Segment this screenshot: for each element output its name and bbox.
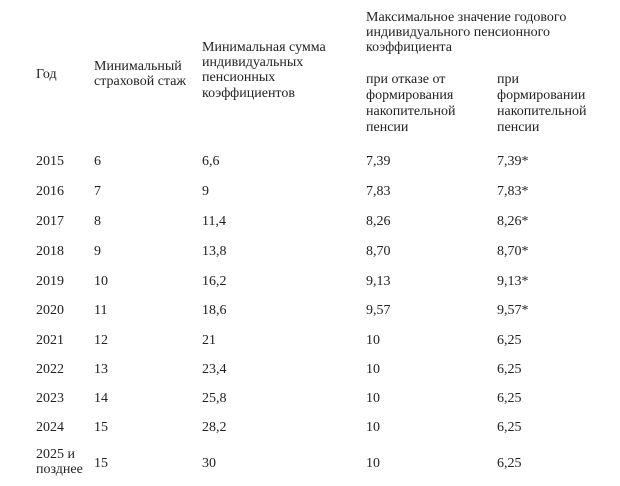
cell-stazh: 7 bbox=[94, 184, 101, 199]
cell-max-forming: 6,25 bbox=[497, 333, 522, 348]
header-forming-line1: при bbox=[497, 72, 519, 87]
cell-stazh: 9 bbox=[94, 244, 101, 259]
header-year: Год bbox=[36, 67, 57, 82]
cell-stazh: 6 bbox=[94, 154, 101, 169]
cell-max-refusal: 10 bbox=[366, 456, 380, 471]
cell-max-refusal: 10 bbox=[366, 333, 380, 348]
table-row bbox=[0, 333, 620, 363]
cell-min-sum: 30 bbox=[202, 456, 216, 471]
cell-max-refusal: 8,70 bbox=[366, 244, 391, 259]
table-row bbox=[0, 274, 620, 304]
table-row bbox=[0, 303, 620, 333]
table-row bbox=[0, 214, 620, 244]
cell-stazh: 12 bbox=[94, 333, 108, 348]
table-row bbox=[0, 154, 620, 184]
cell-max-refusal: 10 bbox=[366, 362, 380, 377]
cell-stazh: 10 bbox=[94, 274, 108, 289]
header-min-stazh-line2: страховой стаж bbox=[94, 74, 187, 89]
cell-year: 2021 bbox=[36, 333, 64, 348]
cell-max-refusal: 7,83 bbox=[366, 184, 391, 199]
table-row bbox=[0, 362, 620, 392]
cell-min-sum: 6,6 bbox=[202, 154, 220, 169]
cell-min-sum: 9 bbox=[202, 184, 209, 199]
cell-max-refusal: 10 bbox=[366, 420, 380, 435]
cell-max-forming: 9,13* bbox=[497, 274, 529, 289]
header-min-stazh-line1: Минимальный bbox=[94, 59, 182, 74]
cell-max-forming: 6,25 bbox=[497, 362, 522, 377]
cell-min-sum: 13,8 bbox=[202, 244, 227, 259]
header-forming-line4: пенсии bbox=[497, 120, 540, 135]
cell-stazh: 8 bbox=[94, 214, 101, 229]
header-max-line1: Максимальное значение годового bbox=[366, 10, 567, 25]
table-row bbox=[0, 244, 620, 274]
cell-min-sum: 21 bbox=[202, 333, 216, 348]
header-refusal-line1: при отказе от bbox=[366, 72, 446, 87]
cell-max-forming: 6,25 bbox=[497, 391, 522, 406]
header-refusal-line2: формирования bbox=[366, 88, 454, 103]
header-forming-line2: формировании bbox=[497, 88, 586, 103]
header-min-sum-line4: коэффициентов bbox=[202, 86, 295, 101]
header-forming-line3: накопительной bbox=[497, 104, 587, 119]
cell-max-forming: 7,83* bbox=[497, 184, 529, 199]
cell-year: 2024 bbox=[36, 420, 64, 435]
header-refusal-line3: накопительной bbox=[366, 104, 456, 119]
table-row bbox=[0, 391, 620, 421]
cell-stazh: 13 bbox=[94, 362, 108, 377]
cell-max-refusal: 10 bbox=[366, 391, 380, 406]
cell-stazh: 15 bbox=[94, 456, 108, 471]
header-min-sum-line1: Минимальная сумма bbox=[202, 40, 326, 55]
cell-max-forming: 9,57* bbox=[497, 303, 529, 318]
cell-stazh: 11 bbox=[94, 303, 108, 318]
table-row bbox=[0, 184, 620, 214]
header-refusal-line4: пенсии bbox=[366, 120, 409, 135]
header-max-line2: индивидуального пенсионного bbox=[366, 25, 551, 40]
cell-stazh: 14 bbox=[94, 391, 108, 406]
cell-max-refusal: 9,13 bbox=[366, 274, 391, 289]
cell-year: 2015 bbox=[36, 154, 64, 169]
cell-year: 2017 bbox=[36, 214, 64, 229]
cell-max-refusal: 7,39 bbox=[366, 154, 391, 169]
cell-min-sum: 18,6 bbox=[202, 303, 227, 318]
cell-year: 2022 bbox=[36, 362, 64, 377]
cell-max-forming: 6,25 bbox=[497, 456, 522, 471]
cell-min-sum: 28,2 bbox=[202, 420, 227, 435]
header-max-line3: коэффициента bbox=[366, 40, 452, 55]
cell-max-forming: 8,70* bbox=[497, 244, 529, 259]
table-row bbox=[0, 447, 620, 483]
cell-max-forming: 8,26* bbox=[497, 214, 529, 229]
cell-max-refusal: 8,26 bbox=[366, 214, 391, 229]
cell-year: 2025 и позднее bbox=[36, 447, 83, 477]
cell-stazh: 15 bbox=[94, 420, 108, 435]
table-row bbox=[0, 420, 620, 450]
cell-min-sum: 25,8 bbox=[202, 391, 227, 406]
cell-min-sum: 23,4 bbox=[202, 362, 227, 377]
cell-max-forming: 6,25 bbox=[497, 420, 522, 435]
cell-min-sum: 16,2 bbox=[202, 274, 227, 289]
cell-max-refusal: 9,57 bbox=[366, 303, 391, 318]
cell-year: 2018 bbox=[36, 244, 64, 259]
cell-year: 2020 bbox=[36, 303, 64, 318]
header-min-sum-line2: индивидуальных bbox=[202, 55, 304, 70]
cell-year: 2023 bbox=[36, 391, 64, 406]
cell-year: 2016 bbox=[36, 184, 64, 199]
cell-min-sum: 11,4 bbox=[202, 214, 226, 229]
header-min-sum-line3: пенсионных bbox=[202, 70, 276, 85]
cell-max-forming: 7,39* bbox=[497, 154, 529, 169]
cell-year: 2019 bbox=[36, 274, 64, 289]
